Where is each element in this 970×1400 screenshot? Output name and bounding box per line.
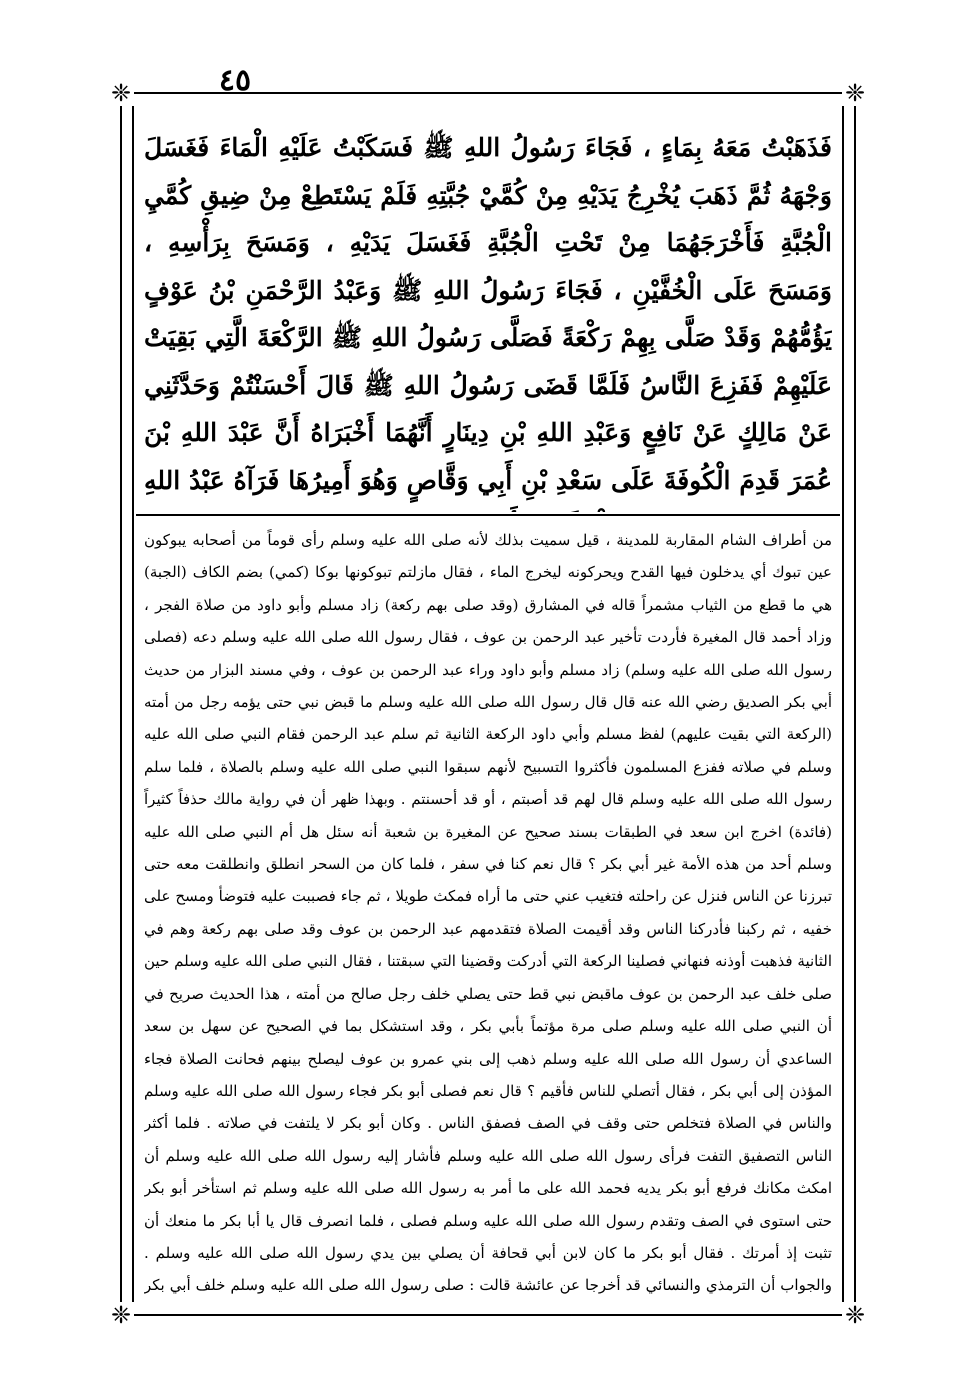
commentary-text xyxy=(144,524,832,1302)
right-border xyxy=(842,94,856,1314)
ornament-icon: ❈ xyxy=(842,1302,868,1328)
ornament-icon: ❈ xyxy=(108,1302,134,1328)
ornament-icon: ❈ xyxy=(842,80,868,106)
ornament-icon: ❈ xyxy=(108,80,134,106)
commentary-paragraph: من أطراف الشام المقاربة للمدينة ، قيل سميت بذلك لأنه صلى الله عليه وسلم رأى قوماً من أصحابه يبوكون عين تبوك أي يدخلون فيها القدح ويحركونه ليخرج الماء ، فقال مازلتم تبوكونها بوكا (كمي) بضم الكاف (الجبة) هي ما قطع من الثياب مشمراً قاله في المشارق (وقد صلى بهم ركعة) زاد مسلم وأبو داود من صلاة الفجر ، وزاد أحمد قال المغيرة فأردت تأخير عبد الرحمن بن عوف ، فقال رسول الله صلى الله عليه وسلم دعه (فصلى رسول الله صلى الله عليه وسلم) زاد مسلم وأبو داود وراء عبد الرحمن بن عوف ، وفي مسند البزار من حديث أبي بكر الصديق رضي الله عنه قال قال رسول الله صلى الله عليه وسلم ما قبض نبي حتى يؤمه رجل من أمته (الركعة التي بقيت عليهم) لفظ مسلم وأبي داود الركعة الثانية ثم سلم عبد الرحمن فقام النبي صلى الله عليه وسلم في صلاته ففزع المسلمون فأكثروا التسبيح لأنهم سبقوا النبي صلى الله عليه وسلم بالصلاة ، فلما سلم رسول الله صلى الله عليه وسلم قال لهم قد أصبتم ، أو قد أحسنتم . وبهذا ظهر أن في رواية مالك حذفاً كثيراً (فائدة) اخرج ابن سعد في الطبقات بسند صحيح عن المغيرة بن شعبة أنه سئل هل أم النبي صلى الله عليه وسلم أحد من هذه الأمة غير أبي بكر ؟ قال نعم كنا في سفر ، فلما كان من السحر انطلق وانطلقت معه حتى تبرزنا عن الناس فنزل عن راحلته فتغيب عني حتى ما أراه فمكث طويلا ، ثم جاء فصببت عليه فتوضأ ومسح على خفيه ، ثم ركبنا فأدركنا الناس وقد أقيمت الصلاة فتقدمهم عبد الرحمن بن عوف وقد صلى بهم ركعة وهم في الثانية فذهبت أوذنه فنهاني فصلينا الركعة التي أدركت وقضينا التي سبقتنا ، فقال النبي صلى الله عليه وسلم حين صلى خلف عبد الرحمن بن عوف ماقبض نبي قط حتى يصلي خلف رجل صالح من أمته ، هذا الحديث صريح في أن النبي صلى الله عليه وسلم صلى مرة مؤتماً بأبي بكر ، وقد استشكل بما في الصحيح عن سهل بن سعد الساعدي أن رسول الله صلى الله عليه وسلم ذهب إلى بني عمرو بن عوف ليصلح بينهم فحانت الصلاة فجاء المؤذن إلى أبي بكر ، فقال أتصلي للناس فأقيم ؟ قال نعم فصلى أبو بكر فجاء رسول الله صلى الله عليه وسلم والناس في الصلاة فتخلص حتى وقف في الصف فصفق الناس . وكان أبو بكر لا يلتفت في صلاته . فلما أكثر الناس التصفيق التفت فرأى رسول الله صلى الله عليه وسلم فأشار إليه رسول الله صلى الله عليه وسلم أن امكث مكانك فرفع أبو بكر يديه فحمد الله على ما أمر به رسول الله صلى الله عليه وسلم ثم استأخر أبو بكر حتى استوى في الصف وتقدم رسول الله صلى الله عليه وسلم فصلى ، فلما انصرف قال يا أبا بكر ما منعك أن تثبت إذ أمرتك . فقال أبو بكر ما كان لابن أبي قحافة أن يصلي بين يدي رسول الله صلى الله عليه وسلم . والجواب أن الترمذي والنسائي قد أخرجا عن عائشة قالت : صلى رسول الله صلى الله عليه وسلم خلف أبي بكر xyxy=(144,531,832,1295)
main-hadith-text xyxy=(144,124,832,512)
page-number: ٤٥ xyxy=(218,63,252,98)
main-paragraph: فَذَهَبْتُ مَعَهُ بِمَاءٍ ، فَجَاءَ رَسُولُ اللهِ ﷺ فَسَكَبْتُ عَلَيْهِ الْمَاءَ فَغَسَلَ وَجْهَهُ ثُمَّ ذَهَبَ يُخْرِجُ يَدَيْهِ مِنْ كُمَّيْ جُبَّتِهِ فَلَمْ يَسْتَطِعْ مِنْ ضِيقِ كُمَّيِ الْجُبَّةِ فَأَخْرَجَهُمَا مِنْ تَحْتِ الْجُبَّةِ فَغَسَلَ يَدَيْهِ ، وَمَسَحَ بِرَأْسِهِ ، وَمَسَحَ عَلَى الْخُفَّيْنِ ، فَجَاءَ رَسُولُ اللهِ ﷺ وَعَبْدُ الرَّحْمَنِ بْنُ عَوْفٍ يَؤُمُّهُمْ وَقَدْ صَلَّى بِهِمْ رَكْعَةً فَصَلَّى رَسُولُ اللهِ ﷺ الرَّكْعَةَ الَّتِي بَقِيَتْ عَلَيْهِمْ فَفَزِعَ النَّاسُ فَلَمَّا قَضَى رَسُولُ اللهِ ﷺ قَالَ أَحْسَنْتُمْ وَحَدَّثَنِي عَنْ مَالِكٍ عَنْ نَافِعٍ وَعَبْدِ اللهِ بْنِ دِينَارٍ أَنَّهُمَا أَخْبَرَاهُ أَنَّ عَبْدَ اللهِ بْنَ عُمَرَ قَدِمَ الْكُوفَةَ عَلَى سَعْدِ بْنِ أَبِي وَقَّاصٍ وَهُوَ أَمِيرُهَا فَرَآهُ عَبْدُ اللهِ xyxy=(144,133,832,495)
left-border xyxy=(120,94,134,1314)
section-divider xyxy=(136,514,840,516)
